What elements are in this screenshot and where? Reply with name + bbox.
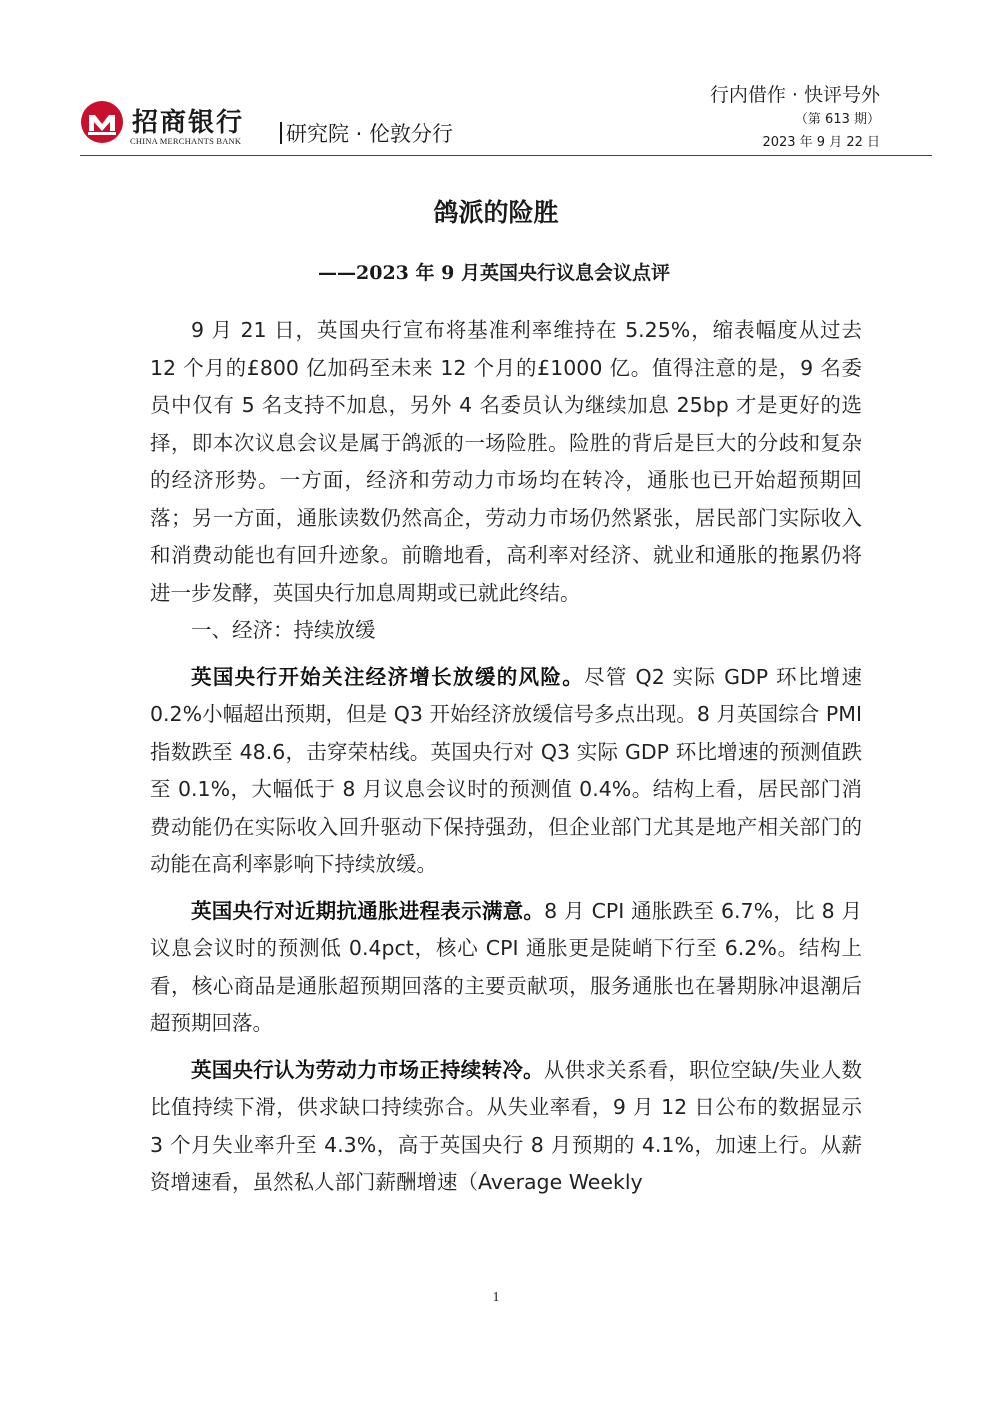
page-number: 1 <box>492 1290 500 1305</box>
paragraph-text: 8 月 CPI 通胀跌至 6.7%，比 8 月议息会议时的预测低 0.4pct，核心 CPI 通胀更是陡峭下行至 6.2%。结构上看，核心商品是通胀超预期回落的主要贡献项，服务通胀也在暑期脉冲退潮后超预期回落。 <box>150 898 862 1035</box>
bank-name: 招商银行 <box>132 108 245 138</box>
paragraph-lead: 英国央行开始关注经济增长放缓的风险。 <box>191 664 585 689</box>
paragraph-text: 尽管 Q2 实际 GDP 环比增速 0.2%小幅超出预期，但是 Q3 开始经济放缓信号多点出现。8 月英国综合 PMI 指数跌至 48.6，击穿荣枯线。英国央行对 Q3 实际 GDP 环比增速的预测值跌至 0.1%，大幅低于 8 月议息会议时的预测值 0.4%。结构上看，居民部门消费动能仍在实际收入回升驱动下保持强劲，但企业部门尤其是地产相关部门的动能在高利率影响下持续放缓。 <box>150 664 862 876</box>
paragraph-labor <box>150 1052 862 1202</box>
issue-number: （第 613 期） <box>794 112 880 127</box>
bank-name-english: CHINA MERCHANTS BANK <box>130 136 242 146</box>
paragraph-inflation <box>150 893 862 1043</box>
paragraph-growth <box>150 659 862 884</box>
document-subtitle: ——2023 年 9 月英国央行议息会议点评 <box>318 262 670 284</box>
department-label: 研究院 · 伦敦分行 <box>286 122 454 146</box>
paragraph-lead: 英国央行对近期抗通胀进程表示满意。 <box>191 898 545 923</box>
document-body <box>150 312 862 1202</box>
paragraph-lead: 英国央行认为劳动力市场正持续转冷。 <box>191 1057 544 1082</box>
document-title: 鸽派的险胜 <box>433 198 559 227</box>
header-divider <box>280 122 282 144</box>
intro-paragraph: 9 月 21 日，英国央行宣布将基准利率维持在 5.25%，缩表幅度从过去 12 个月的£800 亿加码至未来 12 个月的£1000 亿。值得注意的是，9 名委员中仅有 5 名支持不加息，另外 4 名委员认为继续加息 25bp 才是更好的选择，即本次议息会议是属于鸽派的一场险胜。险胜的背后是巨大的分歧和复杂的经济形势。一方面，经济和劳动力市场均在转冷，通胀也已开始超预期回落；另一方面，通胀读数仍然高企，劳动力市场仍然紧张，居民部门实际收入和消费动能也有回升迹象。前瞻地看，高利率对经济、就业和通胀的拖累仍将进一步发酵，英国央行加息周期或已就此终结。 <box>150 318 862 605</box>
paragraph-text: 从供求关系看，职位空缺/失业人数比值持续下滑，供求缺口持续弥合。从失业率看，9 月 12 日公布的数据显示 3 个月失业率升至 4.3%，高于英国央行 8 月预期的 4.1%，加速上行。从薪资增速看，虽然私人部门薪酬增速（Average Weekly <box>150 1057 863 1194</box>
header-rule <box>80 155 932 156</box>
section-heading: 一、经济：持续放缓 <box>191 618 376 642</box>
document-header <box>80 78 932 160</box>
bank-logo-icon <box>80 100 124 144</box>
report-type: 行内借作 · 快评号外 <box>709 84 880 106</box>
report-date: 2023 年 9 月 22 日 <box>762 135 880 150</box>
